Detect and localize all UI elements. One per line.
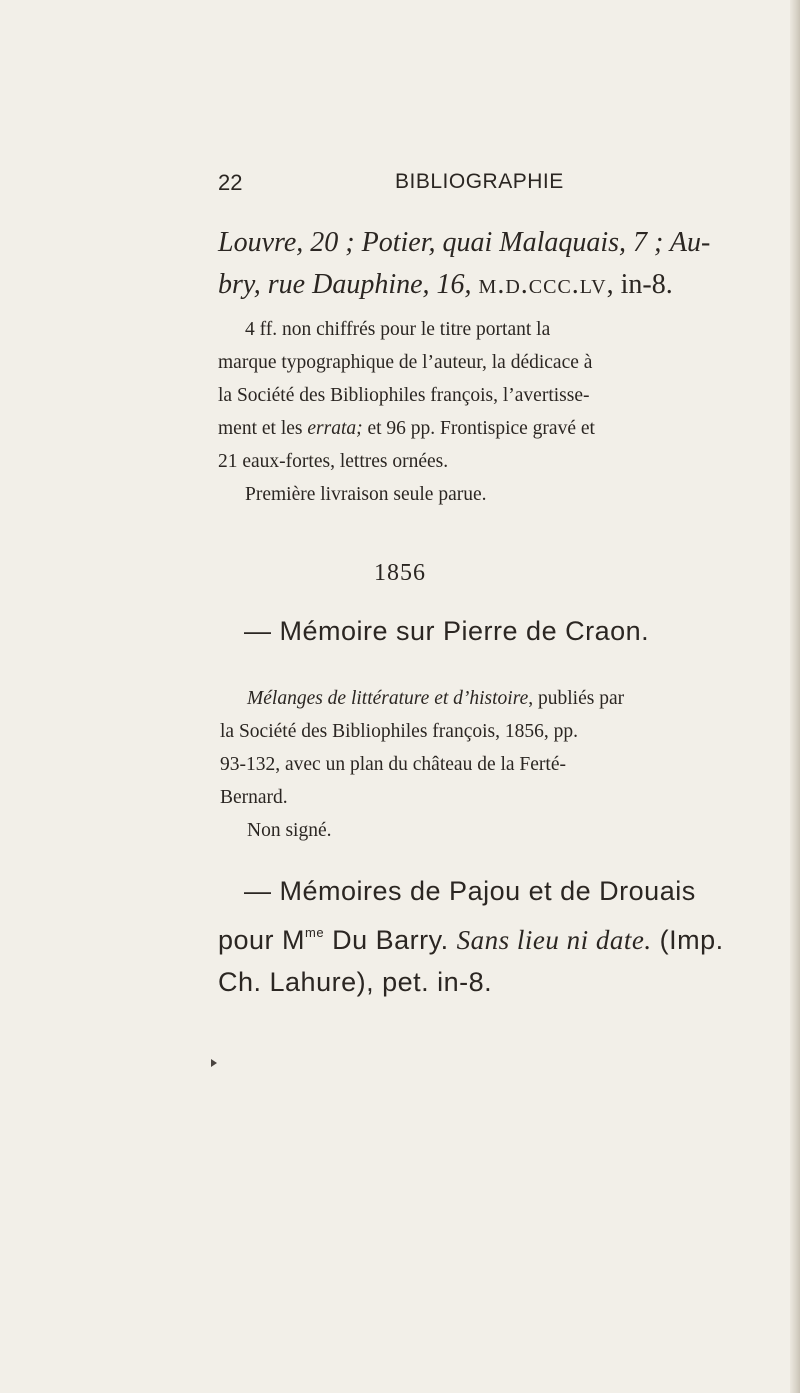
year-heading: 1856 <box>374 560 426 586</box>
entry3-text: (Imp. <box>651 925 724 955</box>
entry3-superscript: me <box>305 925 325 940</box>
page-header <box>218 170 638 200</box>
entry3-line3: Ch. Lahure), pet. in-8. <box>218 967 493 997</box>
entry2-source-title: Mélanges de littérature et d’histoire <box>247 688 529 709</box>
entry1-desc-line: la Société des Bibliophiles françois, l’avertisse- <box>218 385 590 406</box>
page-number: 22 <box>218 170 243 195</box>
entry1-title-line2: bry, rue Dauphine, 16, <box>218 269 472 300</box>
entry2-desc-line: , publiés par <box>528 688 625 709</box>
entry3-italic: Sans lieu ni date. <box>456 925 652 955</box>
entry1-desc-line: ment et les <box>218 418 303 439</box>
entry1-date: m.d.ccc.lv <box>478 269 607 300</box>
entry2-desc-line: Bernard. <box>220 787 288 808</box>
entry2-title: — Mémoire sur Pierre de Craon. <box>244 616 650 646</box>
entry1-format: , in-8. <box>606 269 673 300</box>
running-title: BIBLIOGRAPHIE <box>395 170 564 193</box>
entry1-desc-line: et 96 pp. Frontispice gravé et <box>367 418 595 439</box>
entry3-text: pour M <box>218 925 306 955</box>
entry1-note: Première livraison seule parue. <box>245 484 487 505</box>
entry2-desc-line: la Société des Bibliophiles françois, 1856, pp. <box>220 721 578 742</box>
page-edge <box>790 0 800 1393</box>
entry2-desc-line: 93-132, avec un plan du château de la Ferté- <box>220 754 566 775</box>
entry1-title <box>218 222 742 306</box>
entry1-description <box>218 313 742 511</box>
entry1-desc-line: 21 eaux-fortes, lettres ornées. <box>218 451 449 472</box>
margin-mark-icon <box>211 1059 217 1067</box>
entry1-errata: errata; <box>307 418 363 439</box>
entry1-desc-line: 4 ff. non chiffrés pour le titre portant la <box>245 319 551 340</box>
entry1-desc-line: marque typographique de l’auteur, la dédicace à <box>218 352 593 373</box>
entry2-note: Non signé. <box>247 820 332 841</box>
entry2-description <box>220 682 742 847</box>
entry3-line1: — Mémoires de Pajou et de Drouais <box>244 876 696 906</box>
entry3-text: Du Barry. <box>324 925 457 955</box>
entry1-title-line1: Louvre, 20 ; Potier, quai Malaquais, 7 ; Au- <box>218 227 711 258</box>
entry3 <box>218 870 742 1003</box>
